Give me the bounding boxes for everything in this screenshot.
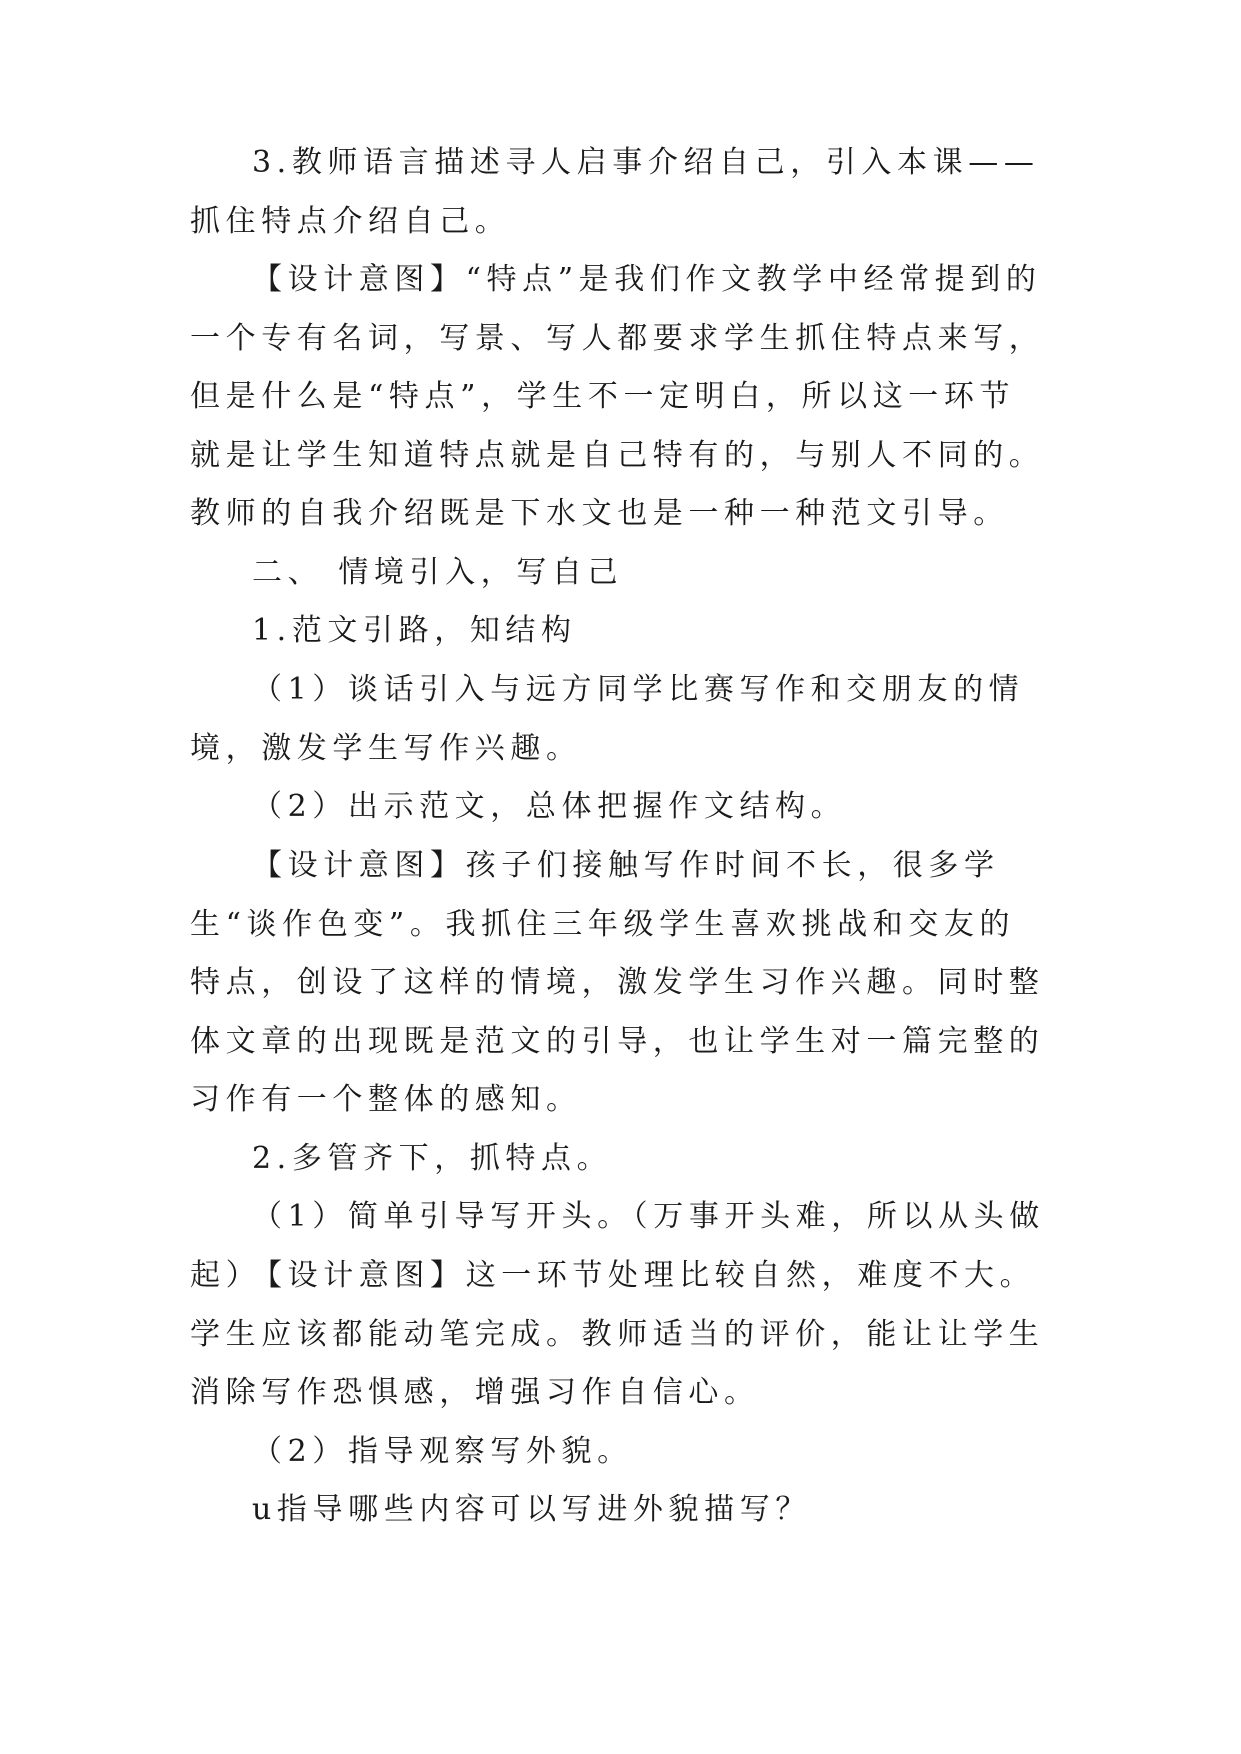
paragraph-item-2: （2）出示范文，总体把握作文结构。 (252, 789, 847, 824)
paragraph-item-3: （1）简单引导写开头。（万事开头难，所以从头做起） (190, 1199, 1045, 1293)
subheading-2-2: 2.多管齐下，抓特点。 (252, 1141, 613, 1176)
paragraph-intro-step-3: 3.教师语言描述寻人启事介绍自己，引入本课——抓住特点介绍自己。 (190, 145, 1040, 239)
paragraph-design-intent-3: 【设计意图】这一环节处理比较自然，难度不大。学生应该都能动笔完成。教师适当的评价，能让让学生消除写作恐惧感，增强习作自信心。 (190, 1258, 1045, 1411)
paragraph-item-4: （2）指导观察写外貌。 (252, 1434, 633, 1469)
paragraph-design-intent-1: 【设计意图】“特点”是我们作文教学中经常提到的一个专有名词，写景、写人都要求学生抓住特点来写，但是什么是“特点”，学生不一定明白，所以这一环节就是让学生知道特点就是自己特有的，与别人不同的。教师的自我介绍既是下水文也是一种一种范文引导。 (190, 262, 1045, 532)
section-heading-2: 二、 情境引入，写自己 (252, 555, 624, 590)
paragraph-bullet: u指导哪些内容可以写进外貌描写？ (252, 1492, 811, 1527)
paragraph-item-1: （1）谈话引入与远方同学比赛写作和交朋友的情境，激发学生写作兴趣。 (190, 672, 1025, 766)
paragraph-design-intent-2: 【设计意图】孩子们接触写作时间不长，很多学生“谈作色变”。我抓住三年级学生喜欢挑战和交友的特点，创设了这样的情境，激发学生习作兴趣。同时整体文章的出现既是范文的引导，也让学生对一篇完整的习作有一个整体的感知。 (190, 848, 1045, 1118)
subheading-2-1: 1.范文引路，知结构 (252, 613, 577, 648)
